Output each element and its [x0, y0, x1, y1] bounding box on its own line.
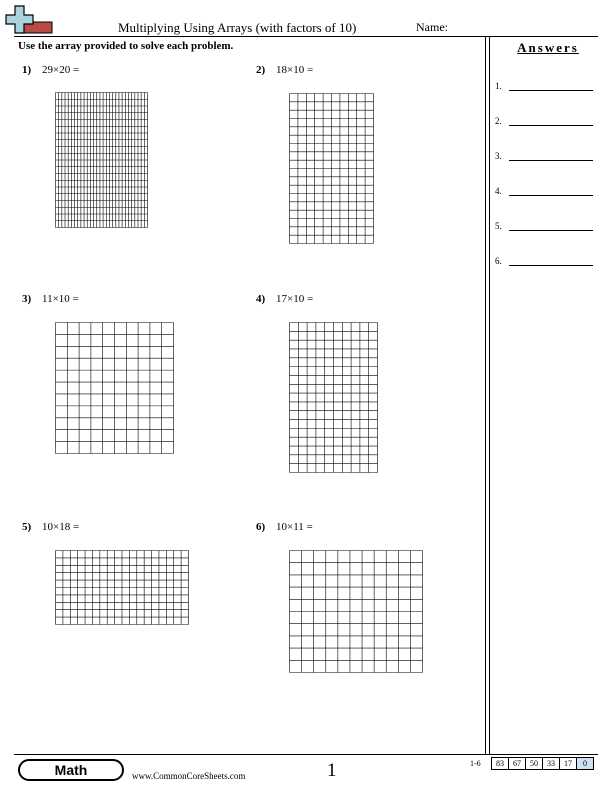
array-grid — [55, 92, 148, 228]
answer-blank-6[interactable] — [509, 265, 593, 266]
problem-text: 11×10 = — [42, 293, 79, 305]
header-divider — [14, 36, 598, 37]
array-grid — [289, 93, 374, 244]
answer-blank-4[interactable] — [509, 195, 593, 196]
problem-number: 6) — [256, 521, 266, 533]
worksheet-title: Multiplying Using Arrays (with factors of 10) — [118, 20, 357, 35]
answer-column-divider — [489, 36, 490, 754]
answer-number: 1. — [495, 81, 502, 91]
problem-text: 17×10 = — [276, 293, 314, 305]
subject-badge: Math — [18, 759, 124, 781]
answer-blank-2[interactable] — [509, 125, 593, 126]
answer-blank-3[interactable] — [509, 160, 593, 161]
score-cell: 33 — [543, 758, 560, 770]
site-url: www.CommonCoreSheets.com — [132, 771, 246, 781]
answer-number: 5. — [495, 221, 502, 231]
array-grid — [55, 550, 189, 625]
instructions: Use the array provided to solve each problem. — [18, 40, 234, 52]
score-cell: 0 — [577, 758, 594, 770]
footer-divider — [14, 754, 598, 755]
answer-blank-5[interactable] — [509, 230, 593, 231]
problem-number: 5) — [22, 521, 32, 533]
problem-number: 3) — [22, 293, 32, 305]
problem-text: 29×20 = — [42, 64, 80, 76]
name-label: Name: — [416, 20, 448, 34]
problem-number: 2) — [256, 64, 266, 76]
answer-blank-1[interactable] — [509, 90, 593, 91]
worksheet-logo-icon — [4, 4, 56, 38]
answer-number: 4. — [495, 186, 502, 196]
problem-number: 1) — [22, 64, 32, 76]
page-number: 1 — [327, 760, 337, 781]
array-grid — [289, 550, 423, 673]
problem-text: 18×10 = — [276, 64, 314, 76]
problem-number: 4) — [256, 293, 266, 305]
score-range: 1-6 — [470, 759, 481, 768]
score-cell: 50 — [526, 758, 543, 770]
answers-heading: Answers — [517, 40, 579, 55]
score-table — [491, 757, 594, 770]
answer-number: 3. — [495, 151, 502, 161]
score-cell: 67 — [509, 758, 526, 770]
array-grid — [289, 322, 378, 473]
array-grid — [55, 322, 174, 454]
problem-text: 10×11 = — [276, 521, 313, 533]
score-cell: 17 — [560, 758, 577, 770]
score-cell: 83 — [492, 758, 509, 770]
answer-number: 2. — [495, 116, 502, 126]
problem-text: 10×18 = — [42, 521, 80, 533]
answer-number: 6. — [495, 256, 502, 266]
answer-column-divider — [485, 36, 486, 754]
